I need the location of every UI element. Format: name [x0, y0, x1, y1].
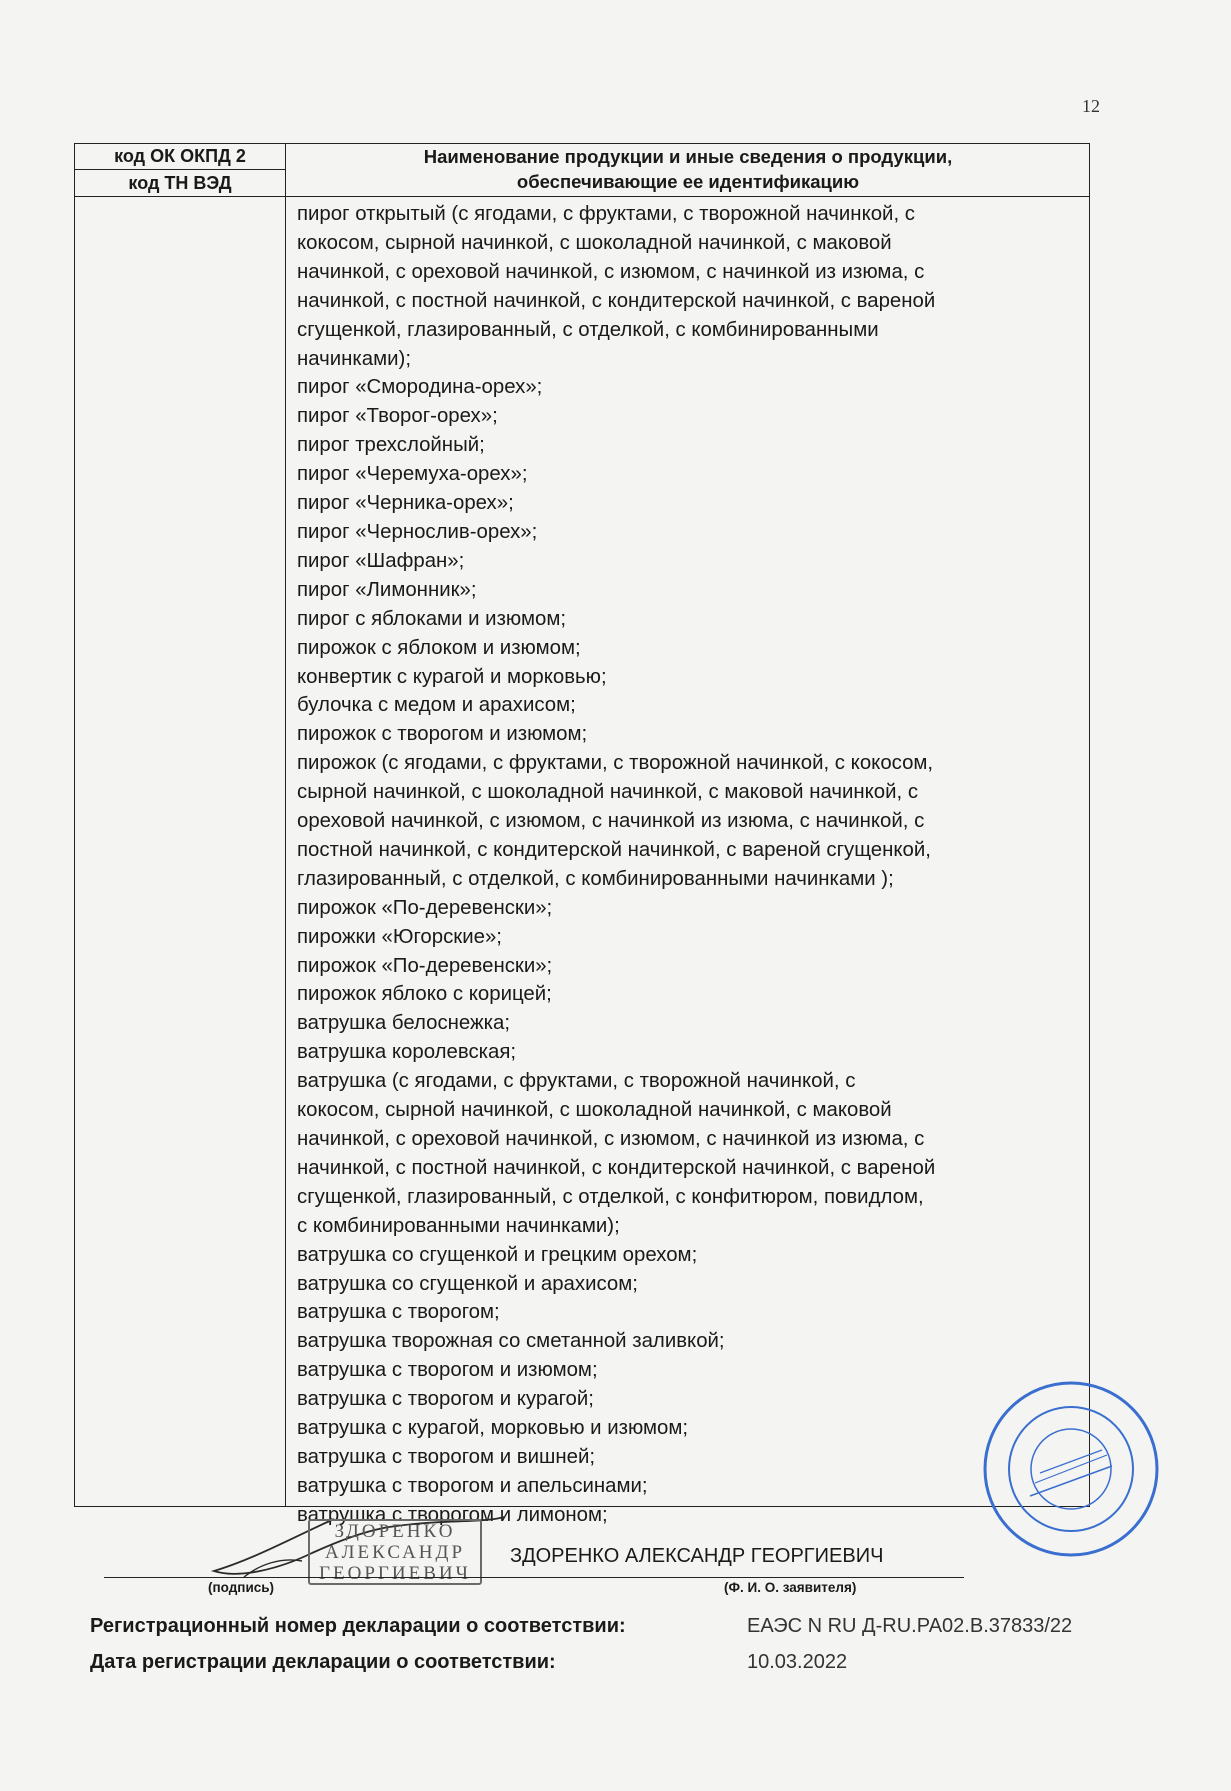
product-line: ватрушка с творогом и апельсинами;	[297, 1474, 648, 1497]
product-line: ореховой начинкой, с изюмом, с начинкой из изюма, с начинкой, с	[297, 810, 925, 833]
product-line: пирог «Черника-орех»;	[297, 492, 514, 515]
header-product-title: Наименование продукции и иные сведения о продукции,	[423, 146, 953, 167]
product-line: сырной начинкой, с шоколадной начинкой, с маковой начинкой, с	[297, 781, 919, 804]
stamp-patronymic: ГЕОРГИЕВИЧ	[319, 1563, 471, 1584]
product-line: пирожок (с ягодами, с фруктами, с творожной начинкой, с кокосом,	[297, 752, 934, 775]
header-okpd-code: код ОК ОКПД 2	[75, 144, 285, 170]
registration-number-label: Регистрационный номер декларации о соответствии:	[90, 1615, 626, 1637]
product-line: ватрушка (с ягодами, с фруктами, с творожной начинкой, с	[297, 1070, 856, 1093]
product-line: кокосом, сырной начинкой, с шоколадной начинкой, с маковой	[297, 231, 892, 254]
signature-line	[104, 1577, 964, 1578]
product-line: начинкой, с постной начинкой, с кондитерской начинкой, с вареной	[297, 1156, 936, 1179]
product-line: пирог открытый (с ягодами, с фруктами, с творожной начинкой, с	[297, 203, 915, 225]
product-line: пирог «Шафран»;	[297, 549, 465, 572]
product-line: ватрушка с творогом и курагой;	[297, 1388, 594, 1411]
product-line: пирог с яблоками и изюмом;	[297, 607, 567, 630]
header-tnved-code: код ТН ВЭД	[128, 173, 232, 193]
product-line: пирожок с яблоком и изюмом;	[297, 636, 581, 659]
product-line: пирожки «Югорские»;	[297, 925, 502, 948]
product-line: ватрушка белоснежка;	[297, 1012, 511, 1035]
product-line: сгущенкой, глазированный, с отделкой, с комбинированными	[297, 318, 879, 341]
signature-area	[74, 1507, 1090, 1597]
header-code-column	[75, 144, 285, 196]
product-line: пирожок яблоко с корицей;	[297, 983, 552, 1006]
product-line: пирог «Творог-орех»;	[297, 405, 498, 428]
page-number: 12	[1082, 96, 1100, 116]
product-line: ватрушка с курагой, морковью и изюмом;	[297, 1417, 689, 1440]
product-line: пирог «Лимонник»;	[297, 578, 477, 601]
product-line: начинкой, с ореховой начинкой, с изюмом, с начинкой из изюма, с	[297, 1128, 925, 1150]
product-line: пирог «Черемуха-орех»;	[297, 463, 528, 486]
product-line: начинками);	[297, 347, 412, 370]
product-list	[297, 200, 1077, 1530]
product-line: ватрушка с творогом и лимоном;	[297, 1503, 608, 1526]
product-line: начинкой, с постной начинкой, с кондитерской начинкой, с вареной	[297, 289, 936, 312]
product-line: булочка с медом и арахисом;	[297, 694, 576, 717]
product-line: с комбинированными начинками);	[297, 1214, 620, 1237]
applicant-name: ЗДОРЕНКО АЛЕКСАНДР ГЕОРГИЕВИЧ	[510, 1545, 884, 1567]
product-line: пирожок с творогом и изюмом;	[297, 723, 588, 746]
product-line: пирог «Чернослив-орех»;	[297, 520, 538, 543]
product-line: пирог «Смородина-орех»;	[297, 376, 543, 399]
product-line: конвертик с курагой и морковью;	[297, 665, 607, 688]
header-product-subtitle: обеспечивающие ее идентификацию	[516, 171, 860, 192]
product-line: пирог трехслойный;	[297, 434, 485, 457]
product-line: ватрушка творожная со сметанной заливкой;	[297, 1330, 725, 1353]
product-line: постной начинкой, с кондитерской начинкой, с вареной сгущенкой,	[297, 838, 931, 861]
declaration-table	[74, 143, 1090, 1526]
fio-label: (Ф. И. О. заявителя)	[724, 1580, 857, 1595]
product-line: кокосом, сырной начинкой, с шоколадной начинкой, с маковой	[297, 1099, 892, 1122]
signature-label: (подпись)	[208, 1580, 275, 1595]
product-line: ватрушка со сгущенкой и арахисом;	[297, 1272, 638, 1295]
table-header	[75, 144, 1089, 197]
product-line: ватрушка с творогом;	[297, 1301, 500, 1324]
stamp-surname: ЗДОРЕНКО	[334, 1521, 456, 1542]
product-line: пирожок «По-деревенски»;	[297, 896, 553, 919]
registration-number-value: ЕАЭС N RU Д-RU.РА02.В.37833/22	[747, 1615, 1073, 1637]
header-product-column	[287, 144, 1089, 196]
product-line: начинкой, с ореховой начинкой, с изюмом, с начинкой из изюма, с	[297, 260, 925, 283]
product-line: ватрушка королевская;	[297, 1041, 517, 1064]
product-line: ватрушка с творогом и изюмом;	[297, 1359, 598, 1382]
personal-stamp	[308, 1519, 482, 1585]
product-line: глазированный, с отделкой, с комбинированными начинками );	[297, 867, 894, 890]
product-line: сгущенкой, глазированный, с отделкой, с конфитюром, повидлом,	[297, 1185, 924, 1208]
stamp-name: АЛЕКСАНДР	[324, 1542, 466, 1563]
product-line: пирожок «По-деревенски»;	[297, 954, 553, 977]
registration-date-value: 10.03.2022	[747, 1651, 848, 1673]
registration-date-label: Дата регистрации декларации о соответствии:	[90, 1651, 556, 1673]
column-divider	[285, 144, 286, 1506]
company-seal	[980, 1378, 1162, 1560]
product-line: ватрушка с творогом и вишней;	[297, 1445, 596, 1468]
product-line: ватрушка со сгущенкой и грецким орехом;	[297, 1243, 698, 1266]
